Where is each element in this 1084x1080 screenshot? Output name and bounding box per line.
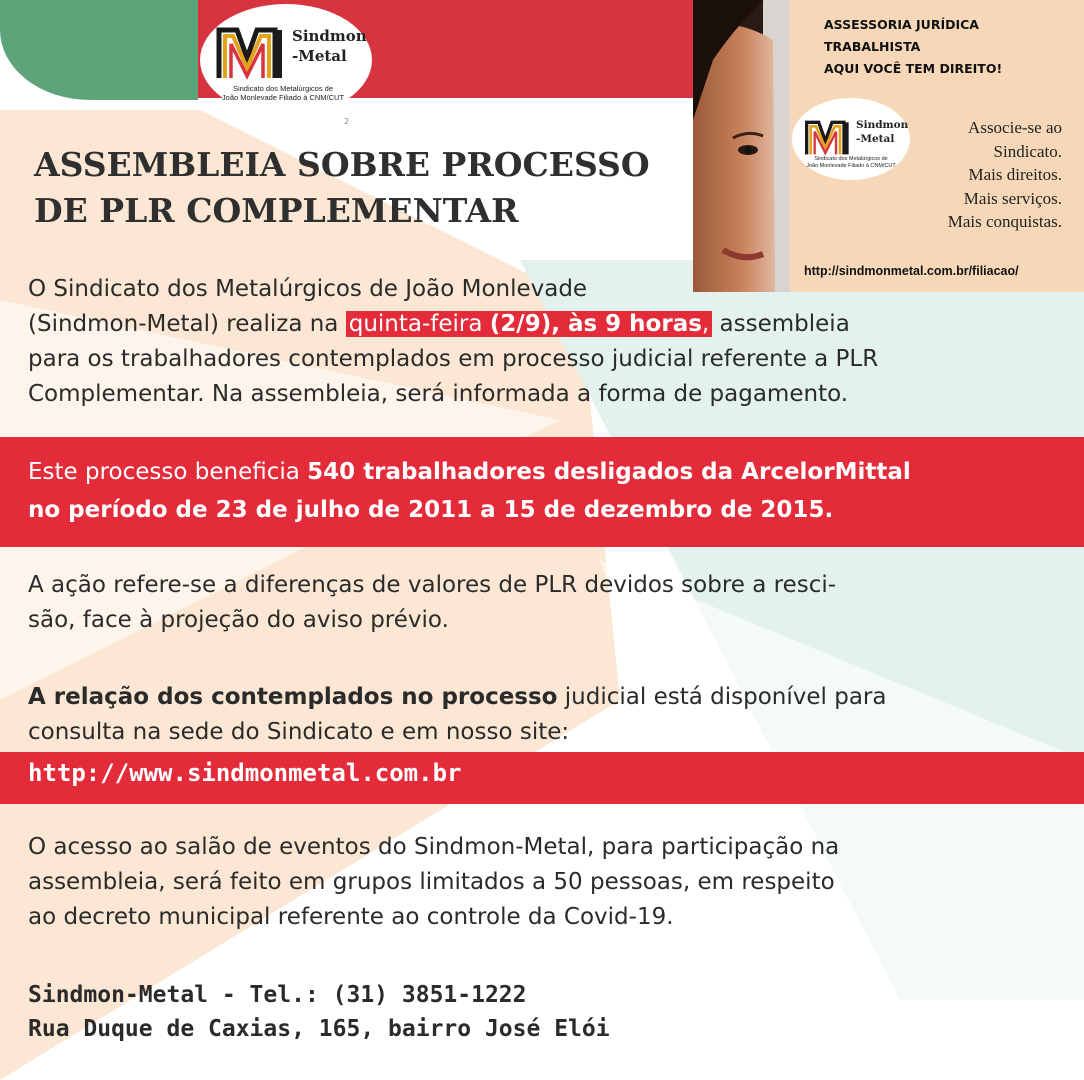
meeting-comma: , bbox=[701, 311, 710, 337]
intro-line2-prefix: (Sindmon-Metal) realiza na bbox=[28, 311, 346, 337]
page-mark: 2 bbox=[344, 117, 350, 126]
access-line1: O acesso ao salão de eventos do Sindmon-Metal, para participação na bbox=[28, 834, 840, 860]
ad-slogan-line3: Mais direitos. bbox=[968, 165, 1062, 184]
woman-portrait-image bbox=[693, 0, 790, 292]
contact-address: Rua Duque de Caxias, 165, bairro José Elói bbox=[28, 1016, 610, 1042]
intro-line2 bbox=[28, 307, 878, 342]
beneficiaries-line2 bbox=[28, 491, 911, 529]
logo-name-line1: Sindmon bbox=[292, 27, 367, 45]
meeting-weekday: quinta-feira bbox=[348, 311, 490, 337]
ad-title bbox=[824, 14, 1002, 80]
page-title-line2: DE PLR COMPLEMENTAR bbox=[34, 191, 519, 230]
access-paragraph bbox=[28, 830, 839, 935]
beneficiaries-line1-bold: 540 trabalhadores desligados da ArcelorMittal bbox=[307, 459, 911, 485]
ad-title-line3: AQUI VOCÊ TEM DIREITO! bbox=[824, 61, 1003, 76]
access-line2: assembleia, será feito em grupos limitados a 50 pessoas, em respeito bbox=[28, 869, 835, 895]
ad-sindmon-logo-icon bbox=[804, 117, 856, 157]
list-line2: consulta na sede do Sindicato e em nosso site: bbox=[28, 719, 570, 745]
list-paragraph bbox=[28, 680, 886, 750]
ad-logo-subtitle-line1: Sindicato dos Metalúrgicos de bbox=[814, 156, 888, 162]
ad-slogan-line5: Mais conquistas. bbox=[947, 212, 1062, 231]
meeting-date-highlight bbox=[346, 311, 713, 337]
ad-slogan-line4: Mais serviços. bbox=[963, 188, 1062, 208]
contact-block bbox=[28, 978, 610, 1046]
page-title-line1: ASSEMBLEIA SOBRE PROCESSO bbox=[34, 145, 650, 184]
ad-slogan-line2: Sindicato. bbox=[993, 141, 1062, 161]
list-line1-plain: judicial está disponível para bbox=[557, 684, 887, 710]
sindmon-logo-icon bbox=[215, 22, 293, 82]
ad-logo-name-line1: Sindmon bbox=[856, 119, 909, 131]
intro-line3: para os trabalhadores contemplados em processo judicial referente a PLR bbox=[28, 346, 879, 372]
action-line1: A ação refere-se a diferenças de valores de PLR devidos sobre a resci- bbox=[28, 572, 837, 598]
action-paragraph bbox=[28, 568, 836, 638]
ad-slogan bbox=[948, 116, 1062, 234]
list-line1 bbox=[28, 680, 886, 715]
beneficiaries-period: no período de 23 de julho de 2011 a 15 de dezembro de 2015. bbox=[28, 497, 834, 523]
logo-subtitle-line2: João Monlevade Filiado à CNM/CUT bbox=[221, 93, 345, 102]
beneficiaries-text bbox=[28, 453, 911, 529]
logo-name-line2: -Metal bbox=[292, 47, 347, 65]
contact-phone: Sindmon-Metal - Tel.: (31) 3851-1222 bbox=[28, 982, 527, 1008]
ad-title-line2: TRABALHISTA bbox=[824, 39, 921, 54]
ad-logo-name bbox=[856, 118, 908, 146]
action-line2: são, face à projeção do aviso prévio. bbox=[28, 607, 449, 633]
ad-logo-subtitle bbox=[796, 156, 906, 170]
intro-line2-suffix: assembleia bbox=[712, 311, 850, 337]
meeting-date-time: (2/9), às 9 horas bbox=[489, 311, 702, 337]
beneficiaries-line1 bbox=[28, 453, 911, 491]
logo-subtitle bbox=[208, 84, 358, 102]
ad-slogan-line1: Associe-se ao bbox=[968, 118, 1062, 137]
beneficiaries-line1-plain: Este processo beneficia bbox=[28, 459, 308, 485]
page-title bbox=[34, 142, 694, 234]
intro-line4: Complementar. Na assembleia, será informada a forma de pagamento. bbox=[28, 381, 849, 407]
legal-advice-ad bbox=[790, 0, 1084, 292]
list-line1-bold: A relação dos contemplados no processo bbox=[28, 684, 558, 710]
website-link[interactable]: http://www.sindmonmetal.com.br bbox=[28, 759, 462, 787]
ad-logo-subtitle-line2: João Monlevade Filiado à CNM/CUT bbox=[806, 163, 896, 169]
ad-title-line1: ASSESSORIA JURÍDICA bbox=[824, 17, 979, 32]
intro-paragraph bbox=[28, 272, 878, 412]
ad-membership-link[interactable]: http://sindmonmetal.com.br/filiacao/ bbox=[804, 264, 1019, 278]
access-line3: ao decreto municipal referente ao controle da Covid-19. bbox=[28, 904, 674, 930]
logo-name bbox=[292, 26, 367, 66]
ad-logo-name-line2: -Metal bbox=[856, 133, 895, 145]
logo-subtitle-line1: Sindicato dos Metalúrgicos de bbox=[232, 84, 334, 93]
intro-line1: O Sindicato dos Metalúrgicos de João Monlevade bbox=[28, 276, 588, 302]
